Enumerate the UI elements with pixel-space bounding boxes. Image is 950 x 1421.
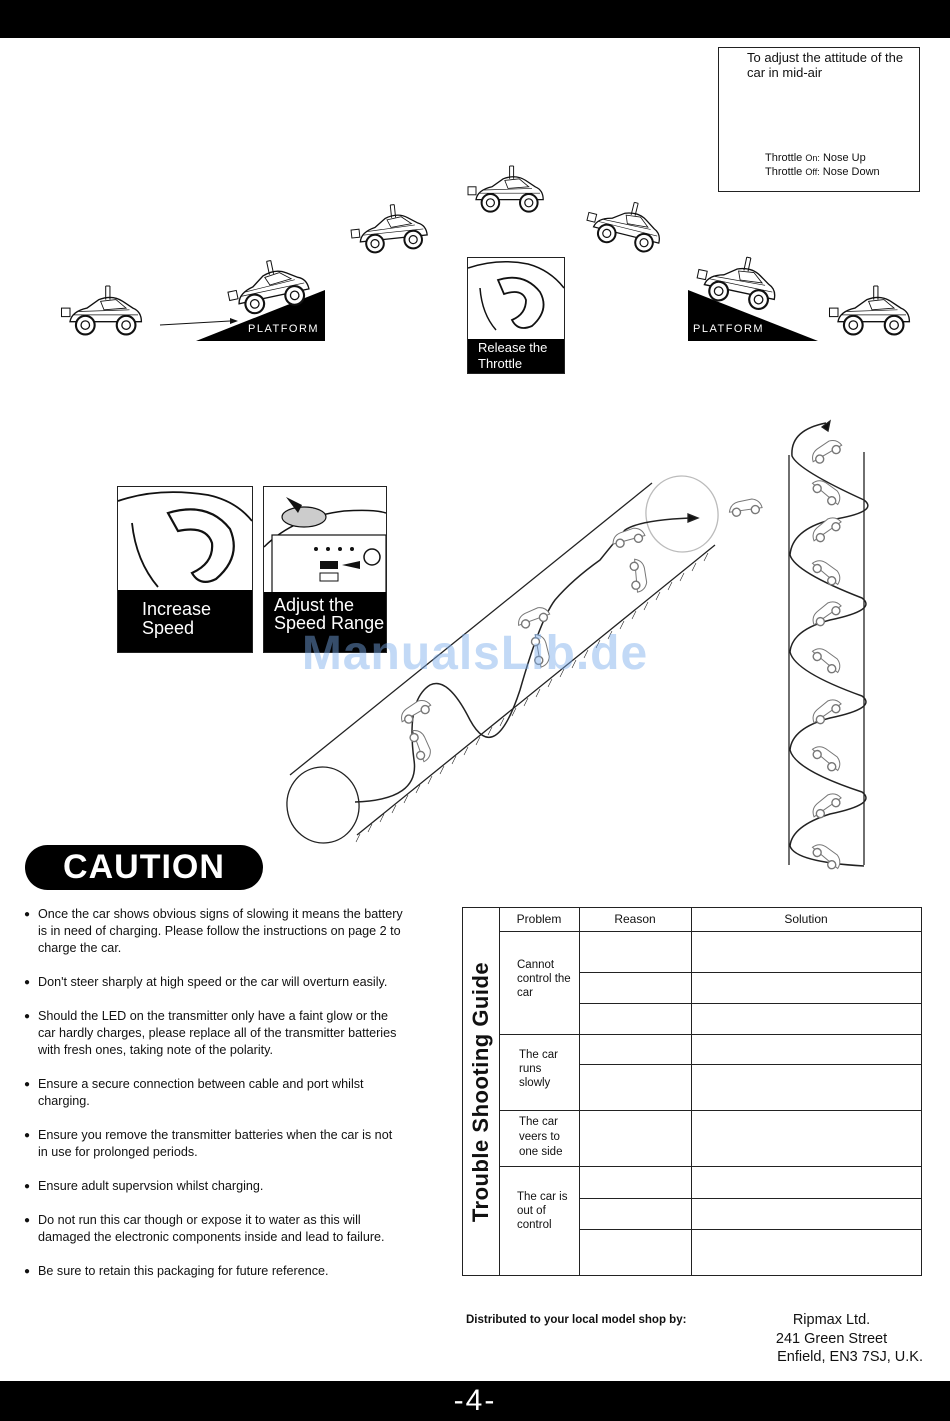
throttle-on-row <box>765 151 866 165</box>
caution-item: ● Once the car shows obvious signs of slowing it means the battery is in need of charging. Please follow the instructions on page 2 to charge the car. <box>24 906 404 957</box>
header-solution: Solution <box>784 912 828 926</box>
caution-list <box>24 906 404 1297</box>
throttle-on-effect: Nose Up <box>822 152 866 164</box>
throttle-on-state: On: <box>805 153 820 163</box>
troubleshooting-side-title <box>463 908 500 1275</box>
caution-item: ● Be sure to retain this packaging for future reference. <box>24 1263 404 1280</box>
transmitter-illustration <box>264 487 386 593</box>
attitude-title: To adjust the attitude of the car in mid-air <box>747 50 904 80</box>
caution-item: ● Should the LED on the transmitter only have a faint glow or the car hardly charges, please replace all of the transmitter batteries with fresh ones, taking note of the polarity. <box>24 1008 404 1059</box>
watermark: ManualsLib.de <box>301 627 649 680</box>
release-throttle-panel <box>467 257 565 374</box>
troubleshooting-table <box>462 907 922 1276</box>
distributor-street: 241 Green Street <box>775 1330 888 1347</box>
trigger-illustration <box>468 258 564 338</box>
attitude-panel <box>718 47 920 192</box>
distributor-address <box>740 1311 923 1367</box>
problem-cell: The car runs slowly <box>519 1049 558 1089</box>
caution-item: ● Ensure adult supervsion whilst charging. <box>24 1178 404 1195</box>
increase-speed-caption: Increase Speed <box>118 590 252 652</box>
problem-cell: Cannot control the car <box>517 959 571 999</box>
problem-cell: The car is out of control <box>517 1191 568 1231</box>
caution-item: ● Do not run this car though or expose it to water as this will damaged the electronic components inside and lead to failure. <box>24 1212 404 1246</box>
trigger-illustration <box>118 487 252 591</box>
throttle-off-effect: Nose Down <box>822 166 880 178</box>
throttle-off-state: Off: <box>805 167 820 177</box>
speed-range-caption: Adjust the Speed Range <box>264 592 386 652</box>
distributor-city: Enfield, EN3 7SJ, U.K. <box>777 1349 923 1365</box>
caution-item: ● Ensure a secure connection between cable and port whilst charging. <box>24 1076 404 1110</box>
platform-label-right: PLATFORM <box>693 323 765 335</box>
page-number: -4- <box>0 1381 950 1421</box>
problem-cell: The car veers to one side <box>519 1116 563 1158</box>
throttle-on-label: Throttle <box>765 152 803 164</box>
header-reason: Reason <box>614 912 656 926</box>
distributor-company: Ripmax Ltd. <box>792 1312 871 1328</box>
troubleshooting-title: Trouble Shooting Guide <box>468 961 493 1222</box>
header-problem: Problem <box>516 912 562 926</box>
platform-label-left: PLATFORM <box>248 323 320 335</box>
release-throttle-caption: Release the Throttle <box>468 339 564 373</box>
top-bar <box>0 0 950 38</box>
throttle-off-row <box>765 165 880 179</box>
caution-title: CAUTION <box>25 845 263 890</box>
throttle-off-label: Throttle <box>765 166 803 178</box>
caution-item: ● Don't steer sharply at high speed or the car will overturn easily. <box>24 974 404 991</box>
caution-item: ● Ensure you remove the transmitter batteries when the car is not in use for prolonged periods. <box>24 1127 404 1161</box>
distributor-label: Distributed to your local model shop by: <box>466 1314 687 1326</box>
